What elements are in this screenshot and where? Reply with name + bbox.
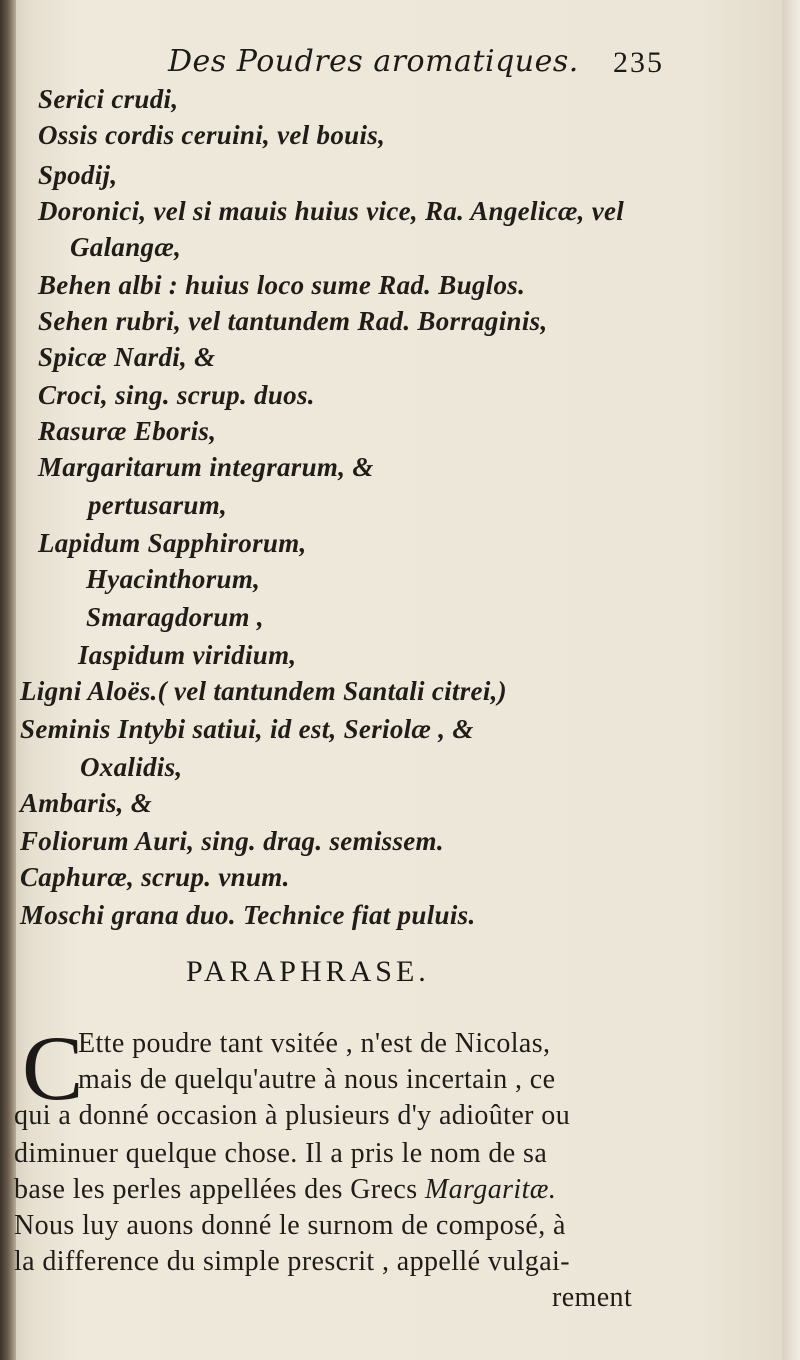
body-line: mais de quelqu'autre à nous incertain , ce bbox=[78, 1064, 556, 1095]
page-header bbox=[0, 44, 800, 84]
recipe-line: Smaragdorum , bbox=[86, 602, 264, 632]
recipe-line: Galangæ, bbox=[70, 232, 182, 262]
recipe-line: Ligni Aloës.( vel tantundem Santali citrei,) bbox=[20, 676, 507, 706]
catchword: rement bbox=[552, 1282, 633, 1313]
recipe-line: Doronici, vel si mauis huius vice, Ra. Angelicæ, vel bbox=[38, 196, 625, 226]
recipe-line: Ossis cordis ceruini, vel bouis, bbox=[38, 120, 386, 150]
recipe-line: Rasuræ Eboris, bbox=[38, 416, 217, 446]
body-line: Ette poudre tant vsitée , n'est de Nicolas, bbox=[78, 1028, 551, 1059]
recipe-line: Moschi grana duo. Technice fiat puluis. bbox=[20, 900, 476, 930]
recipe-line: Serici crudi, bbox=[38, 84, 179, 114]
recipe-line: pertusarum, bbox=[88, 490, 228, 520]
recipe-line: Ambaris, & bbox=[20, 788, 153, 818]
body-line bbox=[14, 1174, 556, 1206]
recipe-line: Hyacinthorum, bbox=[86, 564, 261, 594]
recipe-line: Oxalidis, bbox=[80, 752, 183, 782]
body-line: la difference du simple prescrit , appellé vulgai- bbox=[14, 1246, 570, 1277]
recipe-line: Caphuræ, scrup. vnum. bbox=[20, 862, 290, 892]
recipe-line: Croci, sing. scrup. duos. bbox=[38, 380, 315, 410]
drop-cap: C bbox=[22, 1017, 84, 1119]
recipe-line: Iaspidum viridium, bbox=[78, 640, 297, 670]
recipe-line: Spicæ Nardi, & bbox=[38, 342, 216, 372]
greek-term: Margaritæ. bbox=[424, 1174, 557, 1205]
recipe-line: Spodij, bbox=[38, 160, 118, 190]
recipe-line: Behen albi : huius loco sume Rad. Buglos. bbox=[38, 270, 526, 300]
body-line: Nous luy auons donné le surnom de composé, à bbox=[14, 1210, 566, 1241]
page-edge bbox=[782, 0, 800, 1360]
recipe-line: Foliorum Auri, sing. drag. semissem. bbox=[20, 826, 444, 856]
recipe-line: Lapidum Sapphirorum, bbox=[38, 528, 307, 558]
body-line: diminuer quelque chose. Il a pris le nom de sa bbox=[14, 1138, 548, 1169]
section-heading: PARAPHRASE. bbox=[186, 955, 430, 988]
body-line: qui a donné occasion à plusieurs d'y adioûter ou bbox=[14, 1100, 571, 1131]
recipe-line: Seminis Intybi satiui, id est, Seriolæ , & bbox=[20, 714, 474, 744]
page-number: 235 bbox=[613, 46, 664, 79]
body-line-text: base les perles appellées des Grecs bbox=[14, 1174, 418, 1205]
recipe-line: Margaritarum integrarum, & bbox=[38, 452, 374, 482]
running-head: Des Poudres aromatiques. bbox=[168, 44, 579, 79]
recipe-line: Sehen rubri, vel tantundem Rad. Borraginis, bbox=[38, 306, 548, 336]
